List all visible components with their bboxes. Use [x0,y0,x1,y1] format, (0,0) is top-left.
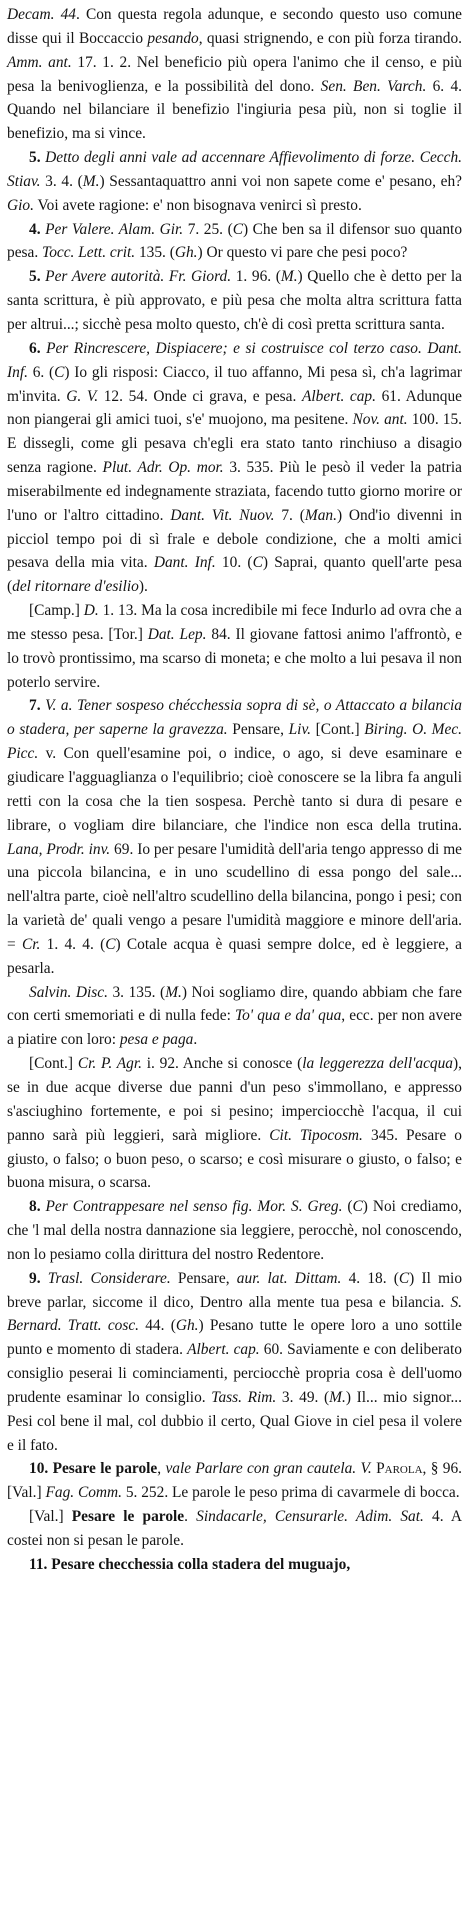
entry-paragraph-sense-8 [7,1195,462,1267]
entry-text: , quasi strignendo, e con più forza tirando. [198,29,462,47]
entry-paragraph-sense-4 [7,218,462,266]
entry-text: 12. 54. Onde ci grava, e pesa. [98,387,302,405]
entry-text: Pensare, [227,721,289,739]
entry-text: , ecc. per non avere a piatire con loro: [7,1007,462,1049]
entry-text: 4. A costei non si pesan le parole. [7,1508,462,1549]
sense-heading: 6. [29,339,47,357]
citation-text: S. Bernard. Tratt. cosc. [7,1293,462,1335]
entry-paragraph-sense-7 [7,694,462,980]
citation-text: Amm. ant. [7,53,72,71]
citation-text: la leggerezza dell'acqua [302,1055,454,1073]
entry-text: 345. Pesare o giusto, o falso; o buon peso, o scarso; e così misurare o giusto, o falso; e buona misura, o scarsa. [7,1126,462,1192]
citation-text: Tass. Rim. [211,1388,277,1406]
entry-text: v. Con quell'esamine poi, o indice, o ago, si deve esaminare e giudicare l'agguaglianza o l'equilibrio; cioè conoscere se la libra fa anguli retti con la cosa che la tien sospesa. Perchè tanto si dura di pesare e librare, o vogliam dire bilanciare, che l'indice non esca della trutina. [7,745,462,834]
entry-text: [Val.] [29,1508,72,1526]
entry-paragraph-sense-11 [7,1553,462,1577]
entry-text: ) Noi sogliamo dire, quando abbiam che fare con certi smemoriati e di nulla fede: [7,983,462,1025]
entry-paragraph-salvin [7,981,462,1053]
citation-text: Lana, Prodr. inv. [7,840,111,858]
citation-text: G. V. [66,387,99,405]
citation-text: Gh. [174,244,198,262]
entry-text: 3. 535. Più le pesò il veder la patria miserabilmente ed indegnamente straziata, facendo tutto giorno morire or l'uno or l'altro cittadino. [7,459,462,524]
sense-heading: 9. [29,1269,48,1287]
citation-text: Decam. 44 [7,6,76,23]
entry-text: 61. Adunque non piangerai gli amici tuoi, s'e' muojono, ma pesitene. [7,387,462,429]
entry-text: 60. Saviamente e con deliberato consiglio peserai li cominciamenti, perciocchè propria cosa è dell'uomo prudente esaminar lo consiglio. [7,1341,462,1406]
citation-text: Dant. Vit. Nuov. [170,506,275,524]
citation-text: Albert. cap. [187,1341,260,1359]
entry-text: ) Cotale acqua è quasi sempre dolce, ed è leggiere, a pesarla. [7,935,463,977]
sense-heading: 7. [29,697,46,715]
entry-text: . [184,1508,197,1526]
entry-text: , § 96. [Val.] [7,1460,462,1502]
sense-heading: 4. [29,220,46,238]
entry-text: 44. ( [139,1317,176,1335]
entry-text: 84. Il giovane fattosi animo l'affrontò, e lo trovò prontissimo, ma scarso di moneta; e che molto a lui pesava il non poterlo servire. [7,625,463,691]
citation-text: Tocc. Lett. crit. [42,244,136,262]
entry-text: , [157,1460,166,1478]
entry-text: ) Sessantaquattro anni voi non sapete come e' pesano, eh? [99,172,462,190]
citation-text: Per Rincrescere, Dispiacere; e si costruisce col terzo caso. Dant. Inf. [7,339,462,381]
citation-text: M. [329,1388,346,1406]
entry-text: Pensare, [170,1269,237,1287]
entry-text: ) Or questo vi pare che pesi poco? [197,244,408,262]
citation-text: Per Avere autorità. Fr. Giord. [45,268,232,286]
citation-text: M. [280,268,298,286]
entry-text: 10. ( [215,554,253,572]
entry-text: 6. 4. Quando nel bilanciare il benefizio l'ingiuria pesa più, non si toglie il benefizio, ma si vince. [7,77,462,143]
entry-text: Voi avete ragione: e' non bisognava venirci sì presto. [33,196,362,214]
citation-text: Man. [304,506,337,524]
citation-text: pesando [147,29,199,47]
entry-text: 69. Io per pesare l'umidità dell'aria tengo appresso di me una piccola bilancina, e in uno scudellino di essa pongo del sale... nell'altra parte, cioè nell'altro scudellino della bilancina, pongo i pesi; con la varietà de' quali vengo a pesare l'umidità maggiore e minore dell'aria. = [7,840,462,953]
citation-text: V. a. Tener sospeso chécchessia sopra di sè, o Attaccato a bilancia o stadera, per saperne la gravezza. [7,697,462,739]
sense-heading: 10. Pesare le parole [29,1460,158,1478]
citation-text: Detto degli anni vale ad accennare Affievolimento di forze. Cecch. Stiav. [7,149,462,190]
entry-paragraph-sense-5b [7,265,462,337]
entry-text: . [193,1031,198,1049]
entry-text: ( [342,1198,353,1216]
entry-paragraph-sense-10 [7,1457,462,1505]
citation-text: Dant. Inf. [153,554,216,572]
entry-text: ) Saprai, quanto quell'arte pesa ( [7,554,463,596]
entry-text: 4. 18. ( [341,1269,399,1287]
citation-text: C [105,935,116,953]
entry-text: ) Il... mio signor... Pesi col bene il mal, col dubbio il certo, Qual Giove in ciel pesa il volere e il fato. [7,1388,462,1454]
entry-text: 3. 135. ( [107,983,166,1001]
entry-text: [Cont.] [29,1055,78,1073]
entry-text: [Cont.] [310,721,365,739]
citation-text: C [252,554,263,572]
citation-text: Cit. Tipocosm. [269,1126,363,1144]
entry-text: 1. 96. ( [231,268,281,286]
citation-text: C [232,220,243,238]
sense-heading: 5. [29,149,46,167]
citation-text: Per Contrappesare nel senso fig. Mor. S. Greg. [45,1198,343,1216]
entry-text: [Camp.] [29,602,84,620]
entry-text: ). [138,578,148,596]
citation-text: Trasl. Considerare. [47,1269,171,1287]
sense-heading: 11. Pesare checchessia colla stadera del muguajo, [29,1555,351,1573]
entry-text: i. 92. Anche si conosce ( [141,1055,303,1073]
citation-text: Sen. Ben. Varch. [320,77,427,95]
entry-paragraph-decam [7,3,462,146]
sense-heading: 5. [29,268,46,286]
citation-text: pesa e paga [119,1031,194,1049]
citation-text: To' qua e da' qua [234,1007,342,1025]
citation-text: Cr. [21,935,41,953]
entry-text: 1. 13. Ma la cosa incredibile mi fece Indurlo ad ovra che a me stesso pesa. [Tor.] [7,602,462,643]
entry-text: 7. ( [274,506,305,524]
entry-paragraph-sense-9 [7,1267,462,1458]
sense-heading: Pesare le parole [71,1508,185,1526]
entry-text: Parola [376,1460,423,1478]
citation-text: Sindacarle, Censurarle. Adim. Sat. [196,1508,424,1526]
citation-text: aur. lat. Dittam. [236,1269,342,1287]
entry-text: ), se in due acque diverse due panni d'un peso s'immollano, e appresso s'asciughino fortemente, e poi si pesino; imperciocchè l'acqua, il cui panno sarà più leggieri, sarà migliore. [7,1055,462,1144]
entry-text: ) Io gli risposi: Ciacco, il tuo affanno, Mi pesa sì, ch'a lagrimar m'invita. [7,363,462,405]
citation-text: C [352,1198,363,1216]
citation-text: D. [83,602,99,620]
entry-text: ) Quello che è detto per la santa scrittura, è più approvato, e più pesa che molta altra scrittura fatta per altrui...; sicchè pesa molto questo, ch'è di così pretta scrittura santa. [7,268,463,333]
citation-text: Gh. [175,1317,199,1335]
sense-heading: 8. [29,1198,46,1216]
citation-text: Gio. [7,196,34,214]
citation-text: Plut. Adr. Op. mor. [102,459,224,477]
entry-text: ) Noi crediamo, che 'l mal della nostra dannazione sia leggiere, perocchè, nol conoscendo, non lo pesiamo colla dirittura del nostro Redentore. [7,1198,463,1263]
entry-paragraph-cont-cr [7,1052,462,1195]
entry-text: ) Pesano tutte le opere loro a uno sottile punto e momento di stadera. [7,1317,462,1359]
citation-text: M. [82,172,100,190]
entry-text: 6. ( [27,363,55,381]
citation-text: Biring. O. Mec. Picc. [7,721,463,763]
entry-text: 3. 49. ( [276,1388,330,1406]
entry-text: 135. ( [135,244,175,262]
entry-text: 17. 1. 2. Nel beneficio più opera l'animo che il censo, e più pesa la benivoglienza, e la possibilità del dono. [7,53,463,95]
entry-text: ) Il mio breve parlar, siccome il dico, Dentro alla mente tua pesa e bilancia. [7,1269,463,1311]
entry-paragraph-sense-6 [7,337,462,599]
citation-text: Fag. Comm. [45,1484,122,1502]
entry-text: 100. 15. E dissegli, come gli pesava ch'egli era stato tanto rinchiuso a disagio senza ragione. [7,411,462,477]
entry-text: . Con questa regola adunque, e secondo questo uso comune disse qui il Boccaccio [7,6,462,47]
entry-paragraph-sense-5 [7,146,462,218]
entry-paragraph-camp [7,599,462,694]
citation-text: Salvin. Disc. [29,983,108,1001]
citation-text: vale Parlare con gran cautela. V. [165,1460,372,1478]
entry-text: 3. 4. ( [40,172,83,190]
entry-text: 7. 25. ( [183,220,233,238]
citation-text: M. [165,983,182,1001]
citation-text: C [54,363,65,381]
entry-text: 5. 252. Le parole le peso prima di cavarmele di bocca. [122,1484,460,1502]
entry-text: ) Che ben sa il difensor suo quanto pesa. [7,220,463,262]
citation-text: Dat. Lep. [147,625,207,643]
entry-paragraph-val [7,1505,462,1553]
citation-text: del ritornare d'esilio [12,578,139,596]
entry-text: 1. 4. 4. ( [40,935,106,953]
citation-text: Liv. [288,721,311,739]
citation-text: Nov. ant. [352,411,408,429]
citation-text: Albert. cap. [301,387,376,405]
citation-text: Per Valere. Alam. Gir. [45,220,184,238]
citation-text: Cr. P. Agr. [77,1055,142,1073]
citation-text: C [398,1269,410,1287]
entry-text: ) Ond'io divenni in picciol tempo poi di sì frale e debole condizione, che a molti amici pesava della mia vita. [7,506,462,572]
